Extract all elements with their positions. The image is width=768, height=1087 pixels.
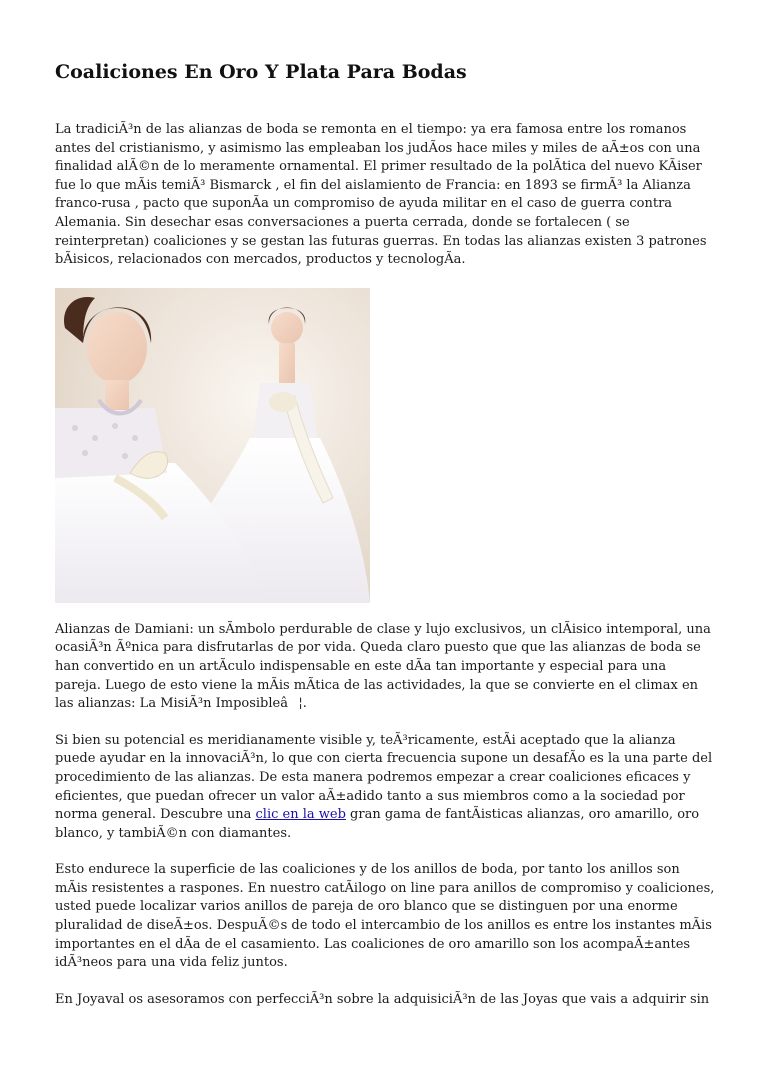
wedding-dress-photo bbox=[55, 288, 370, 603]
paragraph-rings: Esto endurece la superficie de las coaliciones y de los anillos de boda, por tanto los anillos son mÃis resistentes a raspones. En nuestro catÃilogo on line para anillos de compromiso y coaliciones, usted puede localizar varios anillos de pareja de oro blanco que se distinguen por una enorme pluralidad de diseÃ±os. DespuÃ©s de todo el intercambio de los anillos es entre los instantes mÃis importantes en el dÃa de el casamiento. Las coaliciones de oro amarillo son los acompaÃ±antes idÃ³neos para una vida feliz juntos. bbox=[55, 862, 715, 971]
web-link[interactable]: clic en la web bbox=[255, 807, 346, 823]
paragraph-innovation bbox=[55, 732, 715, 844]
document-title: Coaliciones En Oro Y Plata Para Bodas bbox=[55, 61, 467, 83]
paragraph-damiani: Alianzas de Damiani: un sÃmbolo perdurable de clase y lujo exclusivos, un clÃisico intemporal, una ocasiÃ³n Ãºnica para disfrutarlas de por vida. Queda claro puesto que que las alianzas de boda se han convertido en un artÃculo indispensable en este dÃa tan importante y especial para una pareja. Luego de esto viene la mÃis mÃtica de las actividades, la que se convierte en el climax en las alianzas: La MisiÃ³n Imposibleâ¦. bbox=[55, 621, 711, 712]
paragraph-innovation-text-after: gran gama de fantÃisticas alianzas, oro amarillo, oro blanco, y tambiÃ©n con diamantes. bbox=[55, 807, 700, 841]
paragraph-intro: La tradiciÃ³n de las alianzas de boda se remonta en el tiempo: ya era famosa entre los romanos antes del cristianismo, y asimismo las empleaban los judÃos hace miles y miles de aÃ±os con una finalidad alÃ©n de lo meramente ornamental. El primer resultado de la polÃtica del nuevo KÃiser fue lo que mÃis temiÃ³ Bismarck , el fin del aislamiento de Francia: en 1893 se firmÃ³ la Alianza franco-rusa , pacto que suponÃa un compromiso de ayuda militar en el caso de guerra contra Alemania. Sin desechar esas conversaciones a puerta cerrada, donde se fortalecen ( se reinterpretan) coaliciones y se gestan las futuras guerras. En todas las alianzas existen 3 patrones bÃisicos, relacionados con mercados, productos y tecnologÃa. bbox=[55, 122, 707, 268]
document-page bbox=[55, 58, 715, 1027]
paragraph-joyaval: En Joyaval os asesoramos con perfecciÃ³n sobre la adquisiciÃ³n de las Joyas que vais a adquirir sin bbox=[55, 991, 710, 1007]
paragraph-innovation-text-before: Si bien su potencial es meridianamente visible y, teÃ³ricamente, estÃi aceptado que la alianza puede ayudar en la innovaciÃ³n, lo que con cierta frecuencia supone un desafÃo es la una parte del procedimiento de las alianzas. De esta manera podremos empezar a crear coaliciones eficaces y eficientes, que puedan ofrecer un valor aÃ±adido tanto a sus miembros como a la sociedad por norma general. Descubre una bbox=[55, 732, 713, 823]
